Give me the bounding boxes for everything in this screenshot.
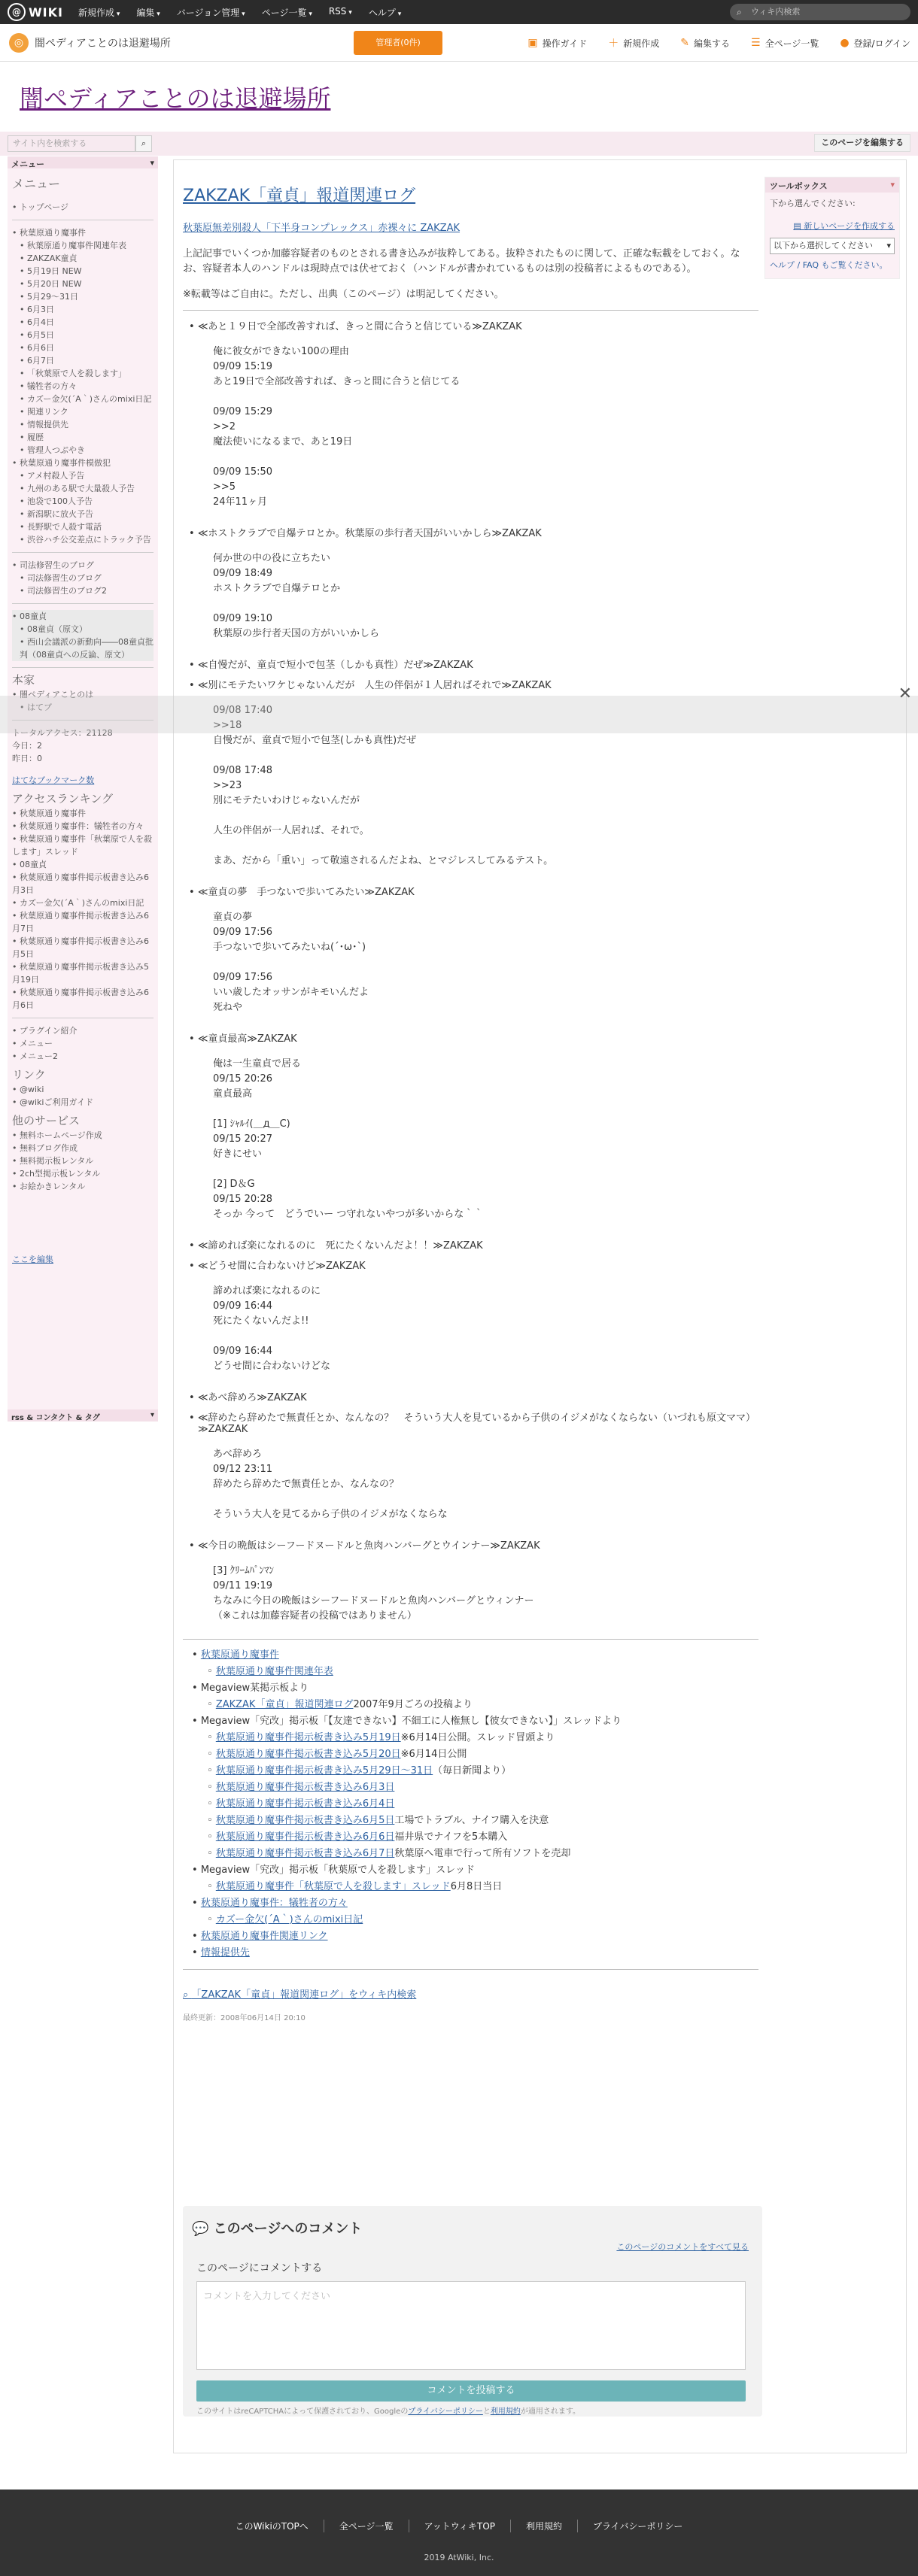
footer-link-atwiki-top[interactable]: アットウィキTOP: [409, 2520, 511, 2532]
recaptcha-note-mid: と: [482, 2408, 491, 2416]
quote-paragraph: 人生の伴侶が一人居れば、それで。: [213, 825, 369, 836]
service-heading: 他のサービス: [12, 1114, 81, 1127]
recaptcha-note-post: が適用されます。: [520, 2408, 581, 2416]
sidebar-list-item[interactable]: • @wiki: [12, 1083, 154, 1096]
sidebar-subitem[interactable]: • カズー金欠(´A｀)さんのmixi日記: [20, 393, 154, 405]
access-count-today: 今日：2: [12, 741, 42, 751]
atwiki-logo[interactable]: [8, 3, 63, 21]
menu-rss[interactable]: RSS ▾: [329, 6, 352, 19]
related-link[interactable]: 秋葉原通り魔事件掲示板書き込み6月5日: [215, 1815, 395, 1826]
comment-subheading: このページにコメントする: [196, 2262, 323, 2274]
sidebar-list-item[interactable]: • 秋葉原通り魔事件：犠牲者の方々: [12, 820, 154, 833]
chevron-down-icon: ▾: [886, 241, 891, 250]
search-icon: ⌕: [183, 1989, 192, 2001]
wiki-search-link-label: 「ZAKZAK「童貞」報道関連ログ」をウィキ内検索: [191, 1989, 417, 2001]
menu-body: [8, 168, 158, 1409]
related-link[interactable]: 秋葉原通り魔事件掲示板書き込み6月6日: [215, 1831, 395, 1843]
sidebar-subitem[interactable]: • 関連リンク: [20, 405, 154, 418]
quote-title: • ≪別にモテたいワケじゃないんだが 人生の伴侶が１人居ればそれで≫ZAKZAK: [198, 677, 758, 691]
quote-item: [198, 1389, 758, 1403]
sidebar-subitem[interactable]: • 管理人つぶやき: [20, 444, 154, 457]
footer-links: [0, 2520, 918, 2532]
user-icon: ●: [840, 37, 850, 49]
related-link[interactable]: 秋葉原通り魔事件関連リンク: [200, 1931, 328, 1942]
admin-notice-button[interactable]: [354, 31, 442, 55]
quote-paragraph: [2] D＆G 09/15 20:28 そっか 今って どうでいー つ守れないやつが多いからな｀｀: [213, 1179, 484, 1220]
comment-section: [183, 2206, 762, 2417]
quote-title: • ≪どうせ間に合わないけど≫ZAKZAK: [198, 1258, 758, 1272]
sidebar-list-item[interactable]: • 無料ブログ作成: [12, 1142, 154, 1154]
access-count-total: トータルアクセス：21128: [12, 728, 113, 738]
sidebar-list-item[interactable]: • 秋葉原通り魔事件掲示板書き込み6月6日: [12, 986, 154, 1012]
quote-item: [198, 1258, 758, 1374]
quote-title: • ≪今日の晩飯はシーフードヌードルと魚肉ハンバーグとウインナー≫ZAKZAK: [198, 1537, 758, 1552]
recaptcha-note-pre: このサイトはreCAPTCHAによって保護されており、Googleの: [196, 2408, 409, 2416]
quote-body: [198, 1447, 758, 1522]
related-link-item: [201, 1713, 758, 1730]
quote-paragraph: そういう大人を見てるから子供のイジメがなくならな: [213, 1509, 448, 1520]
sidebar-subitem[interactable]: • 6月3日: [20, 303, 154, 316]
sidebar-list-item[interactable]: • メニュー: [12, 1037, 154, 1050]
sidebar-list-item[interactable]: • 秋葉原通り魔事件: [12, 807, 154, 820]
related-link-label: Megaview某掲示板より: [200, 1682, 309, 1694]
sidebar-subitem[interactable]: • 5月20日 NEW: [20, 278, 154, 290]
related-link-item: [201, 1664, 758, 1680]
divider: [183, 310, 758, 311]
related-link-note: 6月8日当日: [450, 1881, 503, 1892]
quote-item: [198, 318, 758, 510]
guide-label: 操作ガイド: [542, 38, 588, 49]
sidebar-sublist-2: [12, 469, 154, 546]
site-search-input[interactable]: サイト内を検索する: [8, 135, 135, 152]
quote-item: [198, 1537, 758, 1624]
quote-paragraph: まあ、だから「重い」って敬遠されるんだよね、とマジレスしてみるテスト。: [213, 855, 554, 866]
top-bar: [0, 0, 918, 24]
extra-list: [12, 1024, 154, 1063]
sidebar-list-item[interactable]: • プラグイン紹介: [12, 1024, 154, 1037]
last-updated: 最終更新：2008年06月14日 20:10: [183, 2014, 305, 2022]
related-link[interactable]: 秋葉原通り魔事件：犠牲者の方々: [200, 1898, 348, 1909]
site-title[interactable]: 闇ペディアことのは退避場所: [20, 84, 331, 113]
related-link-item: [201, 1780, 758, 1796]
menu-edit[interactable]: 編集 ▾: [136, 6, 160, 19]
toolbox-new-page-label: 新しいページを作成する: [804, 221, 895, 231]
top-menu: [78, 6, 401, 19]
sidebar-subitem[interactable]: • 長野駅で人殺す電話: [20, 520, 154, 533]
repost-note: ※転載等はご自由に。ただし、出典（このページ）は明記してください。: [183, 289, 504, 300]
edit-this-page-button[interactable]: このページを編集する: [814, 134, 910, 152]
quote-item: [198, 1237, 758, 1252]
related-link-item: [201, 1746, 758, 1763]
sidebar-subitem[interactable]: • 08童貞（原文）: [20, 623, 154, 636]
wiki-header: [0, 24, 918, 62]
sidebar-subitem[interactable]: • 履歴: [20, 431, 154, 444]
chevron-down-icon[interactable]: ▾: [150, 1411, 154, 1419]
quote-title: • ≪諦めれば楽になれるのに 死にたくないんだよ！！≫ZAKZAK: [198, 1237, 758, 1252]
quote-body: [198, 910, 758, 1015]
related-link-item: [201, 1647, 758, 1664]
new-page-label: 新規作成: [623, 38, 660, 49]
sidebar-subitem[interactable]: • 司法修習生のブログ2: [20, 584, 154, 597]
related-link-label: Megaview「究改」掲示板「秋葉原で人を殺します」スレッド: [200, 1864, 476, 1876]
site-search-button[interactable]: [135, 135, 152, 152]
related-link[interactable]: 秋葉原通り魔事件掲示板書き込み6月3日: [215, 1782, 395, 1793]
related-link-note: ※6月14日公開。スレッド冒頭より: [400, 1732, 555, 1743]
access-count-yesterday: 昨日：0: [12, 754, 42, 763]
quote-paragraph: [3] ｸﾘｰﾑﾊﾟﾝﾏﾝ 09/11 19:19 ちなみに今日の晩飯はシーフードヌードルと魚肉ハンバーグとウィンナー （※これは加藤容疑者の投稿ではありません）: [213, 1565, 534, 1622]
quote-paragraph: 諦めれば楽になれるのに 09/09 16:44 死にたくないんだよ!!: [213, 1285, 321, 1327]
related-link-item: [201, 1813, 758, 1829]
hatena-bookmark-link[interactable]: はてなブックマーク数: [12, 775, 95, 785]
atwiki-logo-text: WIKI: [29, 5, 63, 20]
menu-help[interactable]: ヘルプ ▾: [369, 6, 401, 19]
footer: [0, 2490, 918, 2576]
quote-body: [198, 344, 758, 510]
toolbox-instruction: 下から選んでください:: [770, 199, 856, 208]
intro-text: 上記記事でいくつか加藤容疑者のものとされる書き込みが抜粋してある。抜粋されたものに関して、正確な転載をしておく。なお、容疑者本人のハンドルは現時点では伏せておく（ハンドルが書かれているものは別の投稿者によるものである）。: [183, 248, 740, 275]
sidebar-item[interactable]: • 08童貞: [12, 610, 154, 623]
guide-button[interactable]: [527, 37, 587, 50]
menu-pages[interactable]: ページ一覧 ▾: [262, 6, 312, 19]
related-link[interactable]: 秋葉原通り魔事件掲示板書き込み5月29日～31日: [215, 1765, 433, 1776]
sidebar-subitem[interactable]: • 6月5日: [20, 329, 154, 341]
related-link-item: [201, 1846, 758, 1862]
toolbox-header-label: ツールボックス: [770, 181, 828, 191]
wiki-logo-icon[interactable]: ◎: [9, 33, 29, 53]
quote-paragraph: 何か世の中の役に立ちたい 09/09 18:49 ホストクラブで自爆テロとか: [213, 553, 341, 594]
quote-body: [198, 1057, 758, 1222]
quote-item: [198, 884, 758, 1015]
edit-label: 編集する: [693, 38, 730, 49]
related-link[interactable]: 秋葉原通り魔事件「秋葉原で人を殺します」スレッド: [215, 1881, 451, 1892]
menu-new[interactable]: 新規作成 ▾: [78, 6, 120, 19]
admin-notice-label: 管理者(0件): [375, 38, 421, 47]
related-link-label: Megaview「究改」掲示板「【友達できない】不細工に人権無し【彼女できない】」スレッドより: [200, 1716, 622, 1727]
related-link-item: [201, 1697, 758, 1713]
pencil-icon: ✎: [680, 37, 689, 49]
comment-textarea[interactable]: コメントを入力してください: [196, 2281, 746, 2370]
sidebar-list-item[interactable]: • 秋葉原通り魔事件掲示板書き込み6月3日: [12, 871, 154, 897]
related-link-item: [201, 1945, 758, 1962]
related-link-note: 工場でトラブル、ナイフ購入を決意: [394, 1815, 549, 1826]
wiki-name[interactable]: 闇ペディアことのは退避場所: [35, 37, 171, 50]
footer-link-top[interactable]: このWikiのTOPへ: [220, 2520, 324, 2532]
login-label: 登録/ログイン: [853, 38, 910, 49]
toolbox-new-page-link[interactable]: [765, 209, 899, 232]
floating-banner: [0, 696, 918, 733]
related-link-item: [201, 1912, 758, 1928]
related-link-item: [201, 1796, 758, 1813]
sidebar-subitem[interactable]: • 秋葉原通り魔事件関連年表: [20, 239, 154, 252]
quote-item: [198, 525, 758, 642]
related-link-note: 2007年9月ごろの投稿より: [353, 1699, 473, 1710]
edit-button[interactable]: [680, 37, 730, 50]
sidebar-subitem[interactable]: • 渋谷ハチ公交差点にトラック予告: [20, 533, 154, 546]
list-icon: ☰: [751, 37, 761, 49]
sidebar-item[interactable]: • 秋葉原通り魔事件模倣犯: [12, 457, 154, 469]
footer-link-all-pages[interactable]: 全ページ一覧: [324, 2520, 409, 2532]
sidebar-subitem[interactable]: • 5月19日 NEW: [20, 265, 154, 278]
related-link-note: ※6月14日公開: [400, 1749, 467, 1760]
related-link-item: [201, 1829, 758, 1846]
quote-paragraph: 俺は一生童貞で居る 09/15 20:26 童貞最高: [213, 1058, 302, 1100]
sidebar-list-item[interactable]: • 08童貞: [12, 858, 154, 871]
main-content: [173, 159, 907, 2453]
divider: [12, 667, 154, 668]
sidebar-item[interactable]: • 闇ペディアことのは: [12, 688, 154, 701]
sidebar-list-item[interactable]: • 無料ホームページ作成: [12, 1129, 154, 1142]
quote-paragraph: 俺に彼女ができない100の理由 09/09 15:19 あと19日で全部改善すれば、きっと間に合うと信じてる: [213, 346, 461, 387]
related-link-note: 秋葉原へ電車で行って所有ソフトを売却: [394, 1848, 571, 1859]
sidebar-list-item[interactable]: • 秋葉原通り魔事件「秋葉原で人を殺します」スレッド: [12, 833, 154, 858]
quote-paragraph: あべ辞めろ 09/12 23:11 辞めたら辞めたで無責任とか、なんなの？: [213, 1449, 400, 1490]
sidebar-list-item[interactable]: • 秋葉原通り魔事件掲示板書き込み5月19日: [12, 960, 154, 986]
quote-title: • ≪ホストクラブで自爆テロとか。秋葉原の歩行者天国がいいかしら≫ZAKZAK: [198, 525, 758, 539]
related-links: [183, 1647, 758, 1962]
quote-body: [198, 551, 758, 642]
sidebar-subitem[interactable]: • アメ村殺人予告: [20, 469, 154, 482]
sidebar-subitem[interactable]: • 司法修習生のブログ: [20, 572, 154, 584]
sidebar-subitem[interactable]: • 6月6日: [20, 341, 154, 354]
source-article-link[interactable]: 秋葉原無差別殺人「下半身コンプレックス」赤裸々に ZAKZAK: [183, 223, 461, 234]
ranking-list: [12, 807, 154, 1012]
page-title[interactable]: ZAKZAK「童貞」報道関連ログ: [183, 187, 416, 205]
toolbox: [764, 177, 900, 279]
sidebar-sublist-3: [12, 572, 154, 597]
comment-heading-label: このページへのコメント: [213, 2221, 363, 2237]
quote-paragraph: 09/09 19:10 秋葉原の歩行者天国の方がいいかしら: [213, 613, 380, 639]
divider: [12, 603, 154, 604]
chevron-down-icon[interactable]: ▾: [150, 158, 154, 168]
link-heading: リンク: [12, 1068, 46, 1082]
chevron-down-icon[interactable]: ▾: [890, 180, 895, 190]
related-link[interactable]: 秋葉原通り魔事件掲示板書き込み6月7日: [215, 1848, 395, 1859]
terms-link[interactable]: 利用規約: [490, 2408, 521, 2416]
related-link-item: [201, 1862, 758, 1879]
login-button[interactable]: [840, 37, 910, 50]
sidebar-list-item[interactable]: • 秋葉原通り魔事件掲示板書き込み6月5日: [12, 935, 154, 960]
sidebar-subitem[interactable]: • 池袋で100人予告: [20, 495, 154, 508]
close-icon[interactable]: ✕: [898, 684, 912, 703]
sidebar-list-item[interactable]: • お絵かきレンタル: [12, 1180, 154, 1193]
quote-title: • ≪童貞最高≫ZAKZAK: [198, 1030, 758, 1045]
related-link-item: [201, 1879, 758, 1895]
service-list: [12, 1129, 154, 1193]
related-link[interactable]: 秋葉原通り魔事件: [200, 1649, 279, 1661]
sidebar-subitem[interactable]: • 「秋葉原で人を殺します」: [20, 367, 154, 380]
sidebar-subitem[interactable]: • はてブ: [20, 701, 154, 714]
quote-title: • ≪童貞の夢 手つないで歩いてみたい≫ZAKZAK: [198, 884, 758, 898]
menu-title: メニュー: [12, 177, 61, 191]
quote-title: • ≪辞めたら辞めたで無責任とか、なんなの？ そういう大人を見ているから子供のイジメがなくならない（いづれも原文ママ）≫ZAKZAK: [198, 1409, 758, 1435]
quote-paragraph: 09/09 17:56 いい歳したオッサンがキモいんだよ 死ねや: [213, 972, 369, 1013]
sidebar-subitem[interactable]: • 西山会議派の新動向――08童貞批判（08童貞への反論、原文）: [20, 636, 154, 661]
wiki-search-link[interactable]: [183, 1986, 758, 2001]
quote-item: [198, 1030, 758, 1222]
related-link[interactable]: 秋葉原通り魔事件掲示板書き込み5月20日: [215, 1749, 401, 1760]
divider: [12, 552, 154, 553]
sidebar-sublist-4: [12, 623, 154, 661]
related-link[interactable]: ZAKZAK「童貞」報道関連ログ: [215, 1699, 354, 1710]
related-link[interactable]: 秋葉原通り魔事件掲示板書き込み5月19日: [215, 1732, 401, 1743]
quote-paragraph: 09/08 17:48 >>23 別にモテたいわけじゃないんだが: [213, 765, 360, 806]
footer-link-privacy[interactable]: プライバシーポリシー: [593, 2521, 683, 2532]
quote-paragraph: 09/08 17:40 >>18 自慢だが、童貞で短小で包茎(しかも真性)だぜ: [213, 705, 417, 746]
new-page-button[interactable]: [608, 35, 659, 50]
quote-list: [183, 318, 758, 1624]
menu-header-label: メニュー: [11, 159, 44, 169]
toolbox-help-link[interactable]: ヘルプ / FAQ もご覧ください。: [770, 260, 888, 270]
sidebar-list-item[interactable]: • 秋葉原通り魔事件掲示板書き込み6月7日: [12, 909, 154, 935]
sidebar-item[interactable]: • 司法修習生のブログ: [12, 559, 154, 572]
recaptcha-note: [196, 2405, 580, 2416]
privacy-policy-link[interactable]: プライバシーポリシー: [408, 2408, 483, 2416]
divider: [183, 1969, 758, 1970]
toolbox-header: [765, 177, 899, 193]
quote-paragraph: 09/09 16:44 どうせ間に合わないけどな: [213, 1346, 331, 1372]
sidebar-sublist-1: [12, 239, 154, 457]
toolbox-select[interactable]: [770, 238, 895, 254]
related-link[interactable]: カズー金欠(´A｀)さんのmixi日記: [215, 1914, 363, 1925]
related-link[interactable]: 秋葉原通り魔事件掲示板書き込み6月4日: [215, 1798, 395, 1810]
sidebar-list-item[interactable]: • 2ch型掲示板レンタル: [12, 1167, 154, 1180]
view-all-comments-link[interactable]: このページのコメントをすべて見る: [616, 2242, 749, 2252]
atwiki-logo-mark: @: [8, 3, 26, 21]
quote-paragraph: 09/09 15:50 >>5 24年11ヶ月: [213, 466, 273, 508]
toolbox-select-value: 以下から選択してください: [774, 241, 873, 250]
related-link[interactable]: 情報提供先: [200, 1947, 250, 1959]
book-icon: ▣: [527, 37, 538, 49]
related-link-item: [201, 1928, 758, 1945]
quote-item: [198, 1409, 758, 1522]
related-link[interactable]: 秋葉原通り魔事件関連年表: [215, 1666, 333, 1677]
comment-heading: [192, 2218, 362, 2238]
sidebar-list-item[interactable]: • @wikiご利用ガイド: [12, 1096, 154, 1109]
wiki-search-input[interactable]: [730, 4, 910, 20]
wiki-search-placeholder: ウィキ内検索: [751, 7, 801, 17]
quote-title: • ≪あと１９日で全部改善すれば、きっと間に合うと信じている≫ZAKZAK: [198, 318, 758, 332]
rss-contact-header: [8, 1409, 158, 1422]
menu-header: [8, 156, 158, 168]
search-icon: ⌕: [737, 7, 742, 17]
search-icon: ⌕: [141, 138, 147, 148]
sidebar-subitem[interactable]: • 犠牲者の方々: [20, 380, 154, 393]
related-link-note: 福井県でナイフを5本購入: [394, 1831, 508, 1843]
left-sidebar: [8, 135, 158, 1422]
sidebar-subitem[interactable]: • 九州のある駅で大量殺人予告: [20, 482, 154, 495]
sidebar-list-item[interactable]: • カズー金欠(´A｀)さんのmixi日記: [12, 897, 154, 909]
comment-icon: 💬: [192, 2221, 214, 2237]
footer-link-terms[interactable]: 利用規約: [511, 2520, 578, 2532]
quote-body: [198, 1564, 758, 1624]
sidebar-subitem[interactable]: • 5月29～31日: [20, 290, 154, 303]
all-pages-button[interactable]: [751, 37, 819, 50]
sidebar-list-item[interactable]: • メニュー2: [12, 1050, 154, 1063]
wiki-actions: [527, 24, 910, 62]
comment-submit-button[interactable]: コメントを投稿する: [196, 2380, 746, 2402]
sidebar-group-dotei: [12, 610, 154, 661]
quote-paragraph: [1] ｼｬﾙｲ(＿д＿C) 09/15 20:27 好きにせい: [213, 1118, 290, 1160]
sidebar-list-item[interactable]: • 無料掲示板レンタル: [12, 1154, 154, 1167]
menu-version[interactable]: バージョン管理 ▾: [177, 6, 245, 19]
sidebar-item[interactable]: • 秋葉原通り魔事件: [12, 226, 154, 239]
link-list: [12, 1083, 154, 1109]
edit-here-link[interactable]: ここを編集: [12, 1255, 53, 1264]
ranking-heading: アクセスランキング: [12, 792, 114, 806]
article: [183, 183, 758, 2022]
quote-title: • ≪自慢だが、童貞で短小で包茎（しかも真性）だぜ≫ZAKZAK: [198, 657, 758, 671]
related-link-item: [201, 1730, 758, 1746]
sidebar-subitem[interactable]: • 情報提供先: [20, 418, 154, 431]
related-link-note: （毎日新聞より）: [433, 1765, 512, 1776]
plus-icon: ＋: [608, 38, 619, 50]
related-link-item: [201, 1763, 758, 1780]
quote-title: • ≪あべ辞めろ≫ZAKZAK: [198, 1389, 758, 1403]
related-link-item: [201, 1680, 758, 1697]
honke-heading: 本家: [12, 673, 35, 687]
quote-paragraph: 童貞の夢 09/09 17:56 手つないで歩いてみたいね(´･ω･`): [213, 912, 366, 953]
sidebar-subitem[interactable]: • 新潟駅に放火予告: [20, 508, 154, 520]
sidebar-subitem[interactable]: • ZAKZAK童貞: [20, 252, 154, 265]
rss-contact-label: rss & コンタクト & タグ: [11, 1414, 100, 1422]
document-icon: ▤: [793, 221, 804, 231]
quote-paragraph: 09/09 15:29 >>2 魔法使いになるまで、あと19日: [213, 406, 353, 448]
quote-body: [198, 1284, 758, 1374]
all-pages-label: 全ページ一覧: [764, 38, 819, 49]
quote-item: [198, 657, 758, 671]
sidebar-subitem[interactable]: • 6月7日: [20, 354, 154, 367]
sidebar-item-top[interactable]: • トップページ: [12, 201, 154, 214]
divider: [183, 1639, 758, 1640]
related-link-item: [201, 1895, 758, 1912]
copyright: 2019 AtWiki, Inc.: [424, 2553, 494, 2562]
sidebar-subitem[interactable]: • 6月4日: [20, 316, 154, 329]
